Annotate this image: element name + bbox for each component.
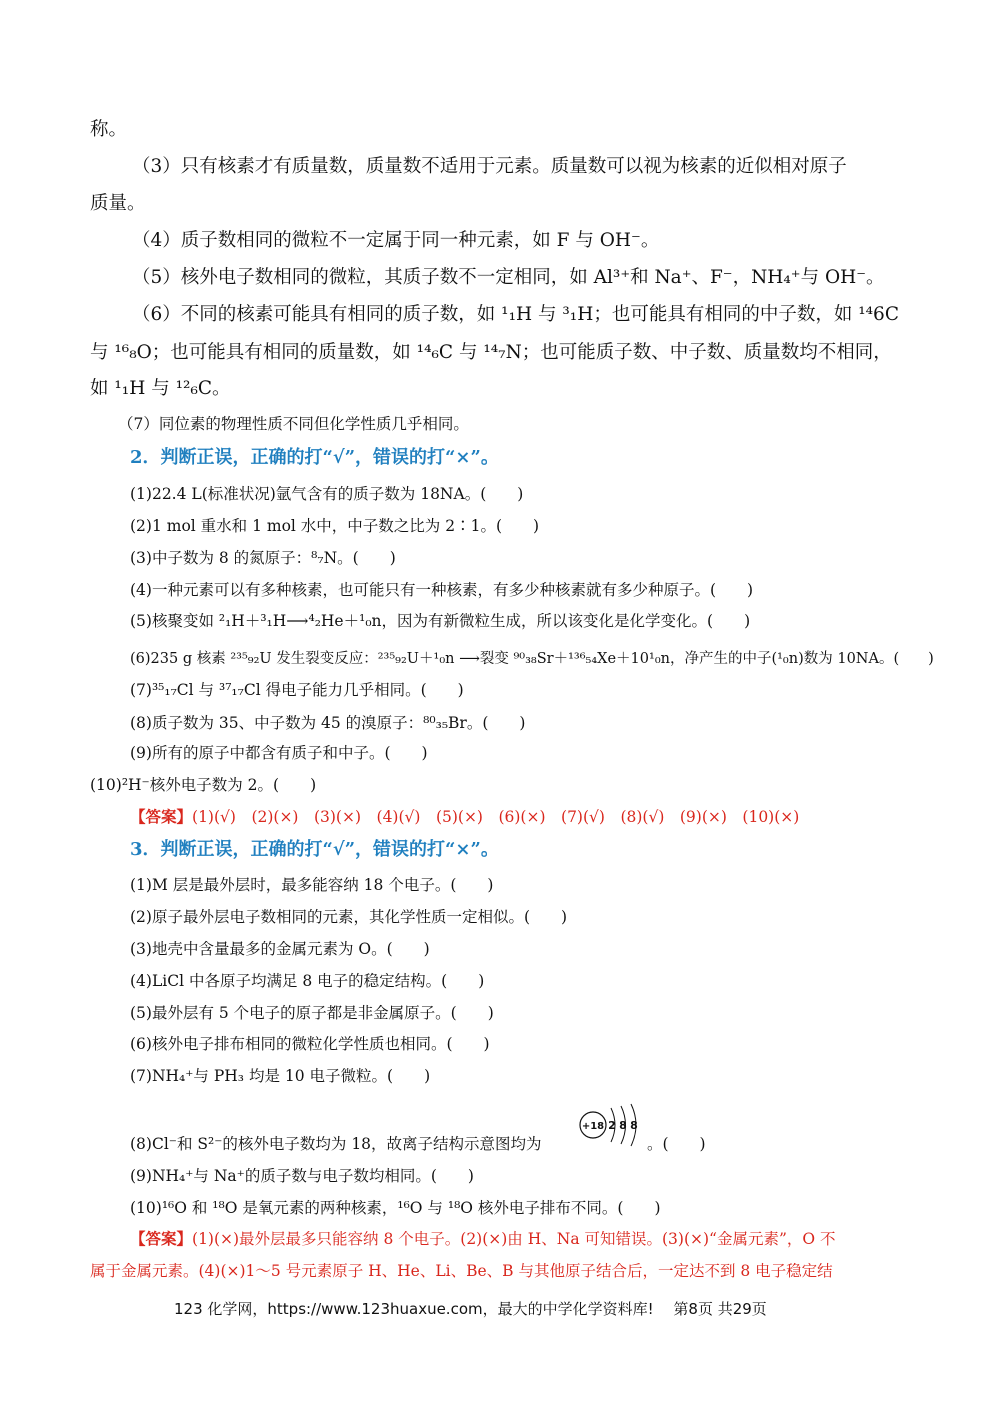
q2-item-10: (10)²H⁻核外电子数为 2。( )	[90, 776, 317, 794]
q3-item-9: (9)NH₄⁺与 Na⁺的质子数与电子数均相同。( )	[130, 1167, 474, 1185]
shell-3-electrons: 8	[630, 1119, 638, 1132]
note-7: （7）同位素的物理性质不同但化学性质几乎相同。	[118, 415, 469, 433]
q3-item-8-text: (8)Cl⁻和 S²⁻的核外电子数均为 18，故离子结构示意图均为	[130, 1135, 542, 1153]
q3-item-1: (1)M 层是最外层时，最多能容纳 18 个电子。( )	[130, 876, 494, 894]
q2-item-4: (4)一种元素可以有多种核素，也可能只有一种核素，有多少种核素就有多少种原子。( )	[130, 581, 754, 599]
note-6-line-1: （6）不同的核素可能具有相同的质子数，如 ¹₁H 与 ³₁H；也可能具有相同的中子数，如 ¹⁴6C	[132, 304, 899, 325]
q3-item-6: (6)核外电子排布相同的微粒化学性质也相同。( )	[130, 1035, 490, 1053]
q2-item-2: (2)1 mol 重水和 1 mol 水中，中子数之比为 2∶1。( )	[130, 517, 540, 535]
q3-item-7: (7)NH₄⁺与 PH₃ 均是 10 电子微粒。( )	[130, 1067, 431, 1085]
answer-tag: 【答案】	[130, 807, 193, 826]
note-6-line-2: 与 ¹⁶₈O；也可能具有相同的质量数，如 ¹⁴₆C 与 ¹⁴₇N；也可能质子数、中子数、质量数均不相同，	[90, 342, 892, 363]
page-footer: 123 化学网，https://www.123huaxue.com，最大的中学化学资料库! 第8页 共29页	[174, 1300, 767, 1318]
q2-item-5: (5)核聚变如 ²₁H＋³₁H⟶⁴₂He＋¹₀n，因为有新微粒生成，所以该变化是化学变化。( )	[130, 612, 751, 630]
q2-item-9: (9)所有的原子中都含有质子和中子。( )	[130, 744, 428, 762]
note-2-end: 称。	[90, 119, 128, 140]
note-3-line-1: （3）只有核素才有质量数，质量数不适用于元素。质量数可以视为核素的近似相对原子	[132, 156, 847, 177]
q3-answer-line-2: 属于金属元素。(4)(×)1～5 号元素原子 H、He、Li、Be、B 与其他原子结合后，一定达不到 8 电子稳定结	[90, 1262, 833, 1280]
q3-item-8	[130, 1132, 542, 1156]
q3-item-8-end: 。( )	[647, 1135, 706, 1153]
q3-item-5: (5)最外层有 5 个电子的原子都是非金属原子。( )	[130, 1004, 494, 1022]
q3-answer-line-1	[130, 1227, 836, 1251]
answer-text: (1)(√) (2)(×) (3)(×) (4)(√) (5)(×) (6)(×) (7)(√) (8)(√) (9)(×) (10)(×)	[192, 808, 800, 826]
note-4: （4）质子数相同的微粒不一定属于同一种元素，如 F 与 OH⁻。	[132, 230, 660, 251]
q3-item-2: (2)原子最外层电子数相同的元素，其化学性质一定相似。( )	[130, 908, 568, 926]
q2-item-8: (8)质子数为 35、中子数为 45 的溴原子：⁸⁰₃₅Br。( )	[130, 714, 526, 732]
q3-item-4: (4)LiCl 中各原子均满足 8 电子的稳定结构。( )	[130, 972, 485, 990]
answer-tag: 【答案】	[130, 1229, 193, 1248]
q2-answer	[130, 805, 799, 829]
answer-text: (1)(×)最外层最多只能容纳 8 个电子。(2)(×)由 H、Na 可知错误。(3)(×)“金属元素”，O 不	[192, 1230, 836, 1248]
shell-1-electrons: 2	[608, 1119, 616, 1132]
note-5: （5）核外电子数相同的微粒，其质子数不一定相同，如 Al³⁺和 Na⁺、F⁻，NH₄⁺与 OH⁻。	[132, 267, 885, 288]
q2-item-7: (7)³⁵₁₇Cl 与 ³⁷₁₇Cl 得电子能力几乎相同。( )	[130, 681, 464, 699]
note-3-line-2: 质量。	[90, 193, 146, 214]
q3-item-10: (10)¹⁶O 和 ¹⁸O 是氧元素的两种核素，¹⁶O 与 ¹⁸O 核外电子排布不同。( )	[130, 1199, 661, 1217]
ion-structure-diagram	[578, 1098, 650, 1158]
question-2-heading: 2．判断正误，正确的打“√”，错误的打“×”。	[130, 447, 499, 468]
question-3-heading: 3．判断正误，正确的打“√”，错误的打“×”。	[130, 839, 499, 860]
shell-2-electrons: 8	[619, 1119, 627, 1132]
note-6-line-3: 如 ¹₁H 与 ¹²₆C。	[90, 378, 231, 399]
q2-item-3: (3)中子数为 8 的氮原子：⁸₇N。( )	[130, 549, 396, 567]
q2-item-6: (6)235 g 核素 ²³⁵₉₂U 发生裂变反应：²³⁵₉₂U＋¹₀n ⟶裂变 ⁹⁰₃₈Sr＋¹³⁶₅₄Xe＋10¹₀n，净产生的中子(¹₀n)数为 10NA。( )	[130, 651, 934, 667]
nucleus-charge: +18	[581, 1121, 605, 1132]
q3-item-3: (3)地壳中含量最多的金属元素为 O。( )	[130, 940, 430, 958]
q2-item-1: (1)22.4 L(标准状况)氩气含有的质子数为 18NA。( )	[130, 485, 524, 503]
